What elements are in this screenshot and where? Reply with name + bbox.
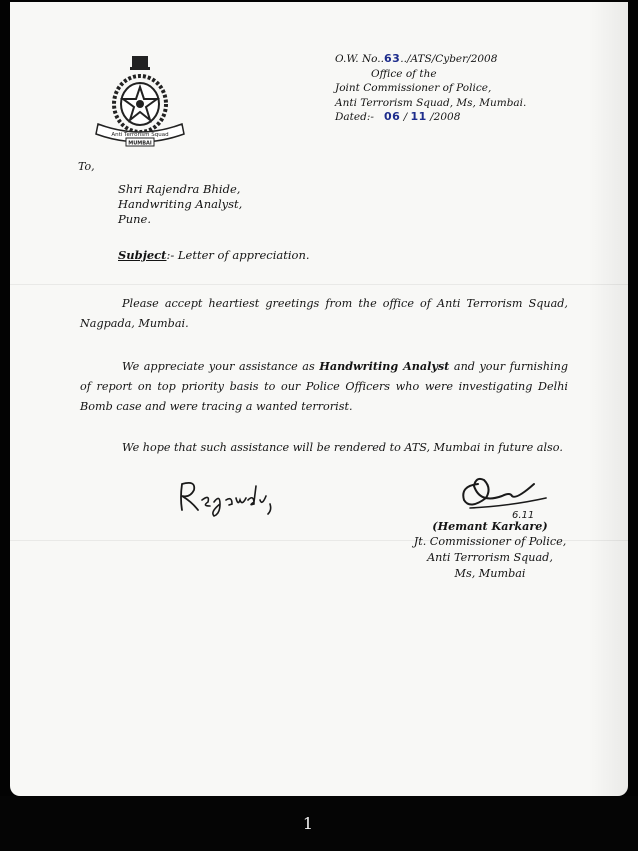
body-paragraph-2-end: and your furnishing of report on top priority basis to our Police Officers who were investigating Delhi Bomb case and were tracing a wanted terrorist. [80, 360, 569, 413]
signatory-name: (Hemant Karkare) [432, 519, 548, 533]
signatory-block [390, 518, 590, 582]
office-line: Office of the [371, 67, 437, 80]
body-paragraph-2-emphasis: Handwriting Analyst [319, 359, 450, 373]
emblem-ribbon-text: Anti Terrorism Squad [111, 132, 169, 138]
recipient-block [118, 182, 242, 227]
signatory-unit: Anti Terrorism Squad, [427, 551, 553, 564]
signatory-location: Ms, Mumbai [454, 567, 526, 580]
body-paragraph-2 [80, 356, 568, 417]
dated-year: /2008 [430, 111, 461, 123]
letter-page [10, 2, 628, 796]
recipient-city: Pune. [118, 212, 152, 226]
outward-number-prefix: O.W. No.. [335, 53, 384, 65]
outward-number-suffix: ../ATS/Cyber/2008 [400, 53, 498, 65]
dated-label: Dated:- [335, 111, 374, 123]
subject-line [118, 248, 310, 262]
signature [450, 470, 560, 522]
outward-number-line [335, 52, 595, 67]
police-emblem-icon [92, 54, 188, 150]
letter-header [335, 52, 595, 125]
squad-line: Anti Terrorism Squad, Ms, Mumbai. [335, 96, 527, 109]
dated-month: 11 [410, 110, 427, 123]
paper-fold-line [10, 284, 628, 285]
signature-date: 6.11 [512, 510, 535, 521]
subject-text: :- Letter of appreciation. [166, 248, 310, 262]
handwritten-regards [176, 476, 286, 518]
subject-label: Subject [118, 248, 167, 262]
body-paragraph-2-start: We appreciate your assistance as [122, 360, 320, 373]
outward-number-value: 63 [383, 52, 401, 65]
recipient-name: Shri Rajendra Bhide, [118, 182, 241, 196]
regards-text: Regards, [176, 517, 181, 518]
emblem-city-text: MUMBAI [128, 140, 152, 147]
recipient-designation: Handwriting Analyst, [118, 197, 243, 211]
dated-day: 06 [383, 110, 401, 123]
body-paragraph-3: We hope that such assistance will be rendered to ATS, Mumbai in future also. [122, 441, 563, 454]
to-label: To, [78, 160, 95, 173]
dated-line: Dated:- 06 / 11 /2008 [335, 110, 461, 123]
body-paragraph-1: Please accept heartiest greetings from the office of Anti Terrorism Squad, Nagpada, Mumbai. [80, 297, 568, 330]
page-number: 1 [302, 814, 314, 833]
commissioner-line: Joint Commissioner of Police, [335, 82, 492, 94]
signatory-title: Jt. Commissioner of Police, [413, 535, 567, 548]
